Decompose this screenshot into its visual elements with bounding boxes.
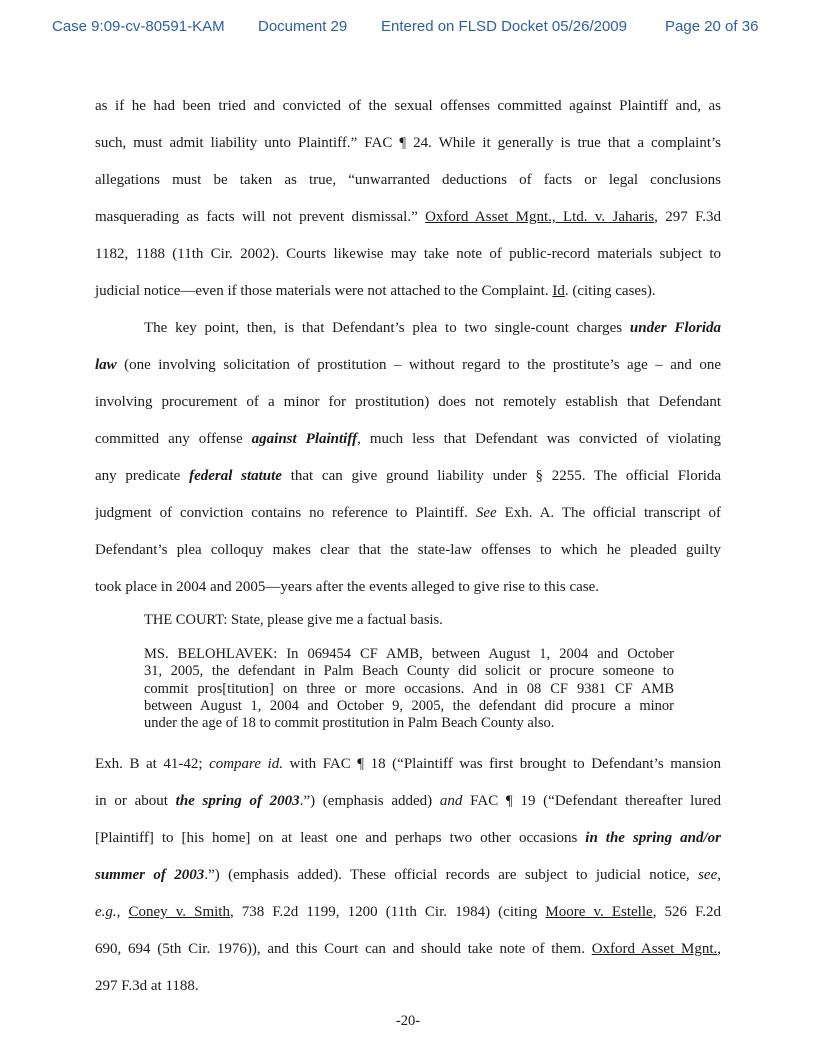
text-line: Exh. B at 41-42; compare id. with FAC ¶ 18 (“Plaintiff was first brought to Defendant’s mansion [95, 756, 721, 772]
header-page-count: Page 20 of 36 [665, 18, 759, 35]
header-case-number: Case 9:09-cv-80591-KAM [52, 18, 225, 35]
quote-line: under the age of 18 to commit prostitution in Palm Beach County also. [144, 715, 555, 732]
header-document-number: Document 29 [258, 18, 348, 35]
text-line: involving procurement of a minor for prostitution) does not remotely establish that Defendant [95, 394, 721, 410]
page-number: -20- [395, 1013, 421, 1029]
quote-line: between August 1, 2004 and October 9, 2005, the defendant did procure a minor [144, 697, 674, 714]
text-line: committed any offense against Plaintiff, much less that Defendant was convicted of violating [95, 431, 721, 447]
quote-line: MS. BELOHLAVEK: In 069454 CF AMB, between August 1, 2004 and October [144, 646, 674, 662]
text-line: judicial notice—even if those materials were not attached to the Complaint. Id. (citing cases). [95, 283, 656, 299]
text-line: Defendant’s plea colloquy makes clear that the state-law offenses to which he pleaded guilty [95, 542, 721, 558]
text-line: in or about the spring of 2003.”) (emphasis added) and FAC ¶ 19 (“Defendant thereafter lured [95, 793, 721, 809]
main-text-bottom [95, 750, 721, 1009]
header-entry-date: Entered on FLSD Docket 05/26/2009 [381, 18, 627, 35]
quote-line: commit pros[titution] on three or more occasions. And in 08 CF 9381 CF AMB [144, 680, 674, 697]
docket-header [0, 18, 816, 38]
main-text-top [95, 92, 721, 610]
text-line: 297 F.3d at 1188. [95, 978, 199, 994]
text-line: took place in 2004 and 2005—years after the events alleged to give rise to this case. [95, 579, 600, 595]
text-line: [Plaintiff] to [his home] on at least one and perhaps two other occasions in the spring and/or [95, 830, 721, 846]
text-line: summer of 2003.”) (emphasis added). These official records are subject to judicial notice, see, [95, 867, 721, 883]
text-line: 690, 694 (5th Cir. 1976)), and this Court can and should take note of them. Oxford Asset Mgnt., [95, 941, 721, 957]
text-line: 1182, 1188 (11th Cir. 2002). Courts likewise may take note of public-record materials subject to [95, 246, 721, 262]
block-quote [144, 646, 674, 732]
case-citation: Moore v. Estelle [545, 904, 653, 920]
text-line: allegations must be taken as true, “unwarranted deductions of facts or legal conclusions [95, 172, 721, 188]
case-citation: Oxford Asset Mgnt., Ltd. v. Jaharis [425, 209, 655, 225]
text-line: masquerading as facts will not prevent dismissal.” Oxford Asset Mgnt., Ltd. v. Jaharis, 297 F.3d [95, 209, 721, 225]
id-citation: Id [552, 283, 565, 299]
text-line: any predicate federal statute that can give ground liability under § 2255. The official Florida [95, 468, 721, 484]
text-line: such, must admit liability unto Plaintiff.” FAC ¶ 24. While it generally is true that a complaint’s [95, 135, 721, 151]
court-quote: THE COURT: State, please give me a factual basis. [144, 612, 443, 628]
text-line: The key point, then, is that Defendant’s plea to two single-count charges under Florida [144, 320, 721, 336]
text-line: e.g., Coney v. Smith, 738 F.2d 1199, 1200 (11th Cir. 1984) (citing Moore v. Estelle, 526 F.2d [95, 904, 721, 920]
quote-line: 31, 2005, the defendant in Palm Beach County did solicit or procure someone to [144, 663, 674, 680]
text-line: law (one involving solicitation of prostitution – without regard to the prostitute’s age – and one [95, 357, 721, 373]
text-line: judgment of conviction contains no reference to Plaintiff. See Exh. A. The official transcript of [95, 505, 721, 521]
text-line: as if he had been tried and convicted of the sexual offenses committed against Plaintiff and, as [95, 98, 721, 114]
case-citation: Oxford Asset Mgnt. [591, 941, 718, 957]
case-citation: Coney v. Smith [128, 904, 230, 920]
